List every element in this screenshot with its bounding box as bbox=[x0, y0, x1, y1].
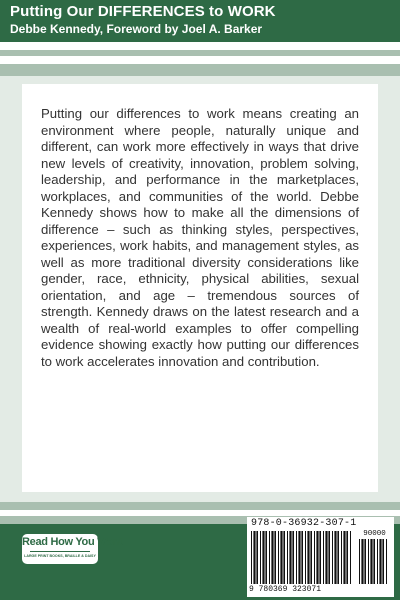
barcode-bar bbox=[296, 531, 297, 584]
book-title: Putting Our DIFFERENCES to WORK bbox=[10, 3, 276, 20]
publisher-logo-rule bbox=[30, 551, 90, 552]
barcode-bar bbox=[319, 531, 321, 584]
isbn-barcode bbox=[247, 517, 394, 597]
barcode-bar bbox=[278, 531, 279, 584]
blurb-text: Putting our differences to work means creating an environment where people, naturally unique and different, can work more effectively in ways that drive new levels of creativity, innovation, problem solving, leadership, and performance in the marketplaces, workplaces, and communities of the world. Debbe Kennedy shows how to make all the dimensions of difference – such as thinking styles, perspectives, experiences, work habits, and management styles, as well as more traditional diversity considerations like gender, race, ethnicity, physical abilities, sexual orientation, and age – tremendous sources of strength. Kennedy draws on the latest research and a wealth of real-world examples to offer compelling evidence showing exactly how putting our differences to work accelerates innovation and contribution. bbox=[41, 106, 359, 369]
barcode-bar bbox=[328, 531, 330, 584]
barcode-bar bbox=[332, 531, 333, 584]
barcode-bar bbox=[305, 531, 306, 584]
book-authors: Debbe Kennedy, Foreword by Joel A. Barker bbox=[10, 22, 263, 36]
publisher-logo-tagline: LARGE PRINT BOOKS, BRAILLE & DAISY bbox=[24, 554, 96, 558]
isbn-number: 978-0-36932-307-1 bbox=[251, 518, 357, 529]
barcode-bar bbox=[346, 531, 348, 584]
barcode-bar bbox=[271, 531, 273, 584]
barcode-bar bbox=[310, 531, 312, 584]
barcode-addon-bars bbox=[359, 539, 390, 584]
barcode-bar bbox=[379, 539, 381, 584]
publisher-logo bbox=[22, 534, 123, 564]
barcode-bar bbox=[283, 531, 285, 584]
publisher-logo-name: Read How You Want bbox=[22, 536, 123, 548]
barcode-bar bbox=[341, 531, 342, 584]
back-cover-header bbox=[0, 0, 400, 42]
barcode-bar bbox=[292, 531, 294, 584]
barcode-bar bbox=[307, 531, 309, 584]
barcode-bar bbox=[350, 531, 351, 584]
stripe-green-2 bbox=[0, 64, 400, 76]
barcode-digits: 9 780369 323071 bbox=[249, 585, 322, 594]
barcode-bar bbox=[251, 531, 252, 584]
barcode-bar bbox=[382, 539, 384, 584]
barcode-bar bbox=[289, 531, 291, 584]
barcode-bar bbox=[337, 531, 339, 584]
blurb-panel bbox=[22, 84, 378, 492]
stripe-white-1 bbox=[0, 42, 400, 50]
stripe-white-2 bbox=[0, 56, 400, 64]
barcode-bar bbox=[368, 539, 369, 584]
barcode-bar bbox=[373, 539, 375, 584]
barcode-bar bbox=[274, 531, 276, 584]
barcode-bar bbox=[256, 531, 258, 584]
barcode-addon-number: 90000 bbox=[363, 530, 386, 538]
barcode-bar bbox=[314, 531, 315, 584]
barcode-bar bbox=[370, 539, 372, 584]
barcode-bar bbox=[301, 531, 303, 584]
barcode-bar bbox=[359, 539, 360, 584]
barcode-bar bbox=[260, 531, 261, 584]
barcode-bar bbox=[334, 531, 336, 584]
barcode-bar bbox=[343, 531, 345, 584]
band-green-1 bbox=[0, 502, 400, 510]
barcode-bar bbox=[287, 531, 288, 584]
barcode-bar bbox=[262, 531, 264, 584]
barcode-bar bbox=[265, 531, 267, 584]
barcode-bar bbox=[364, 539, 366, 584]
barcode-bar bbox=[323, 531, 324, 584]
barcode-bar bbox=[280, 531, 282, 584]
barcode-bar bbox=[298, 531, 300, 584]
barcode-bar bbox=[316, 531, 318, 584]
barcode-bar bbox=[377, 539, 378, 584]
barcode-bar bbox=[361, 539, 363, 584]
barcode-bar bbox=[269, 531, 270, 584]
barcode-bars bbox=[251, 531, 354, 584]
barcode-bar bbox=[386, 539, 387, 584]
barcode-bar bbox=[253, 531, 255, 584]
barcode-bar bbox=[325, 531, 327, 584]
